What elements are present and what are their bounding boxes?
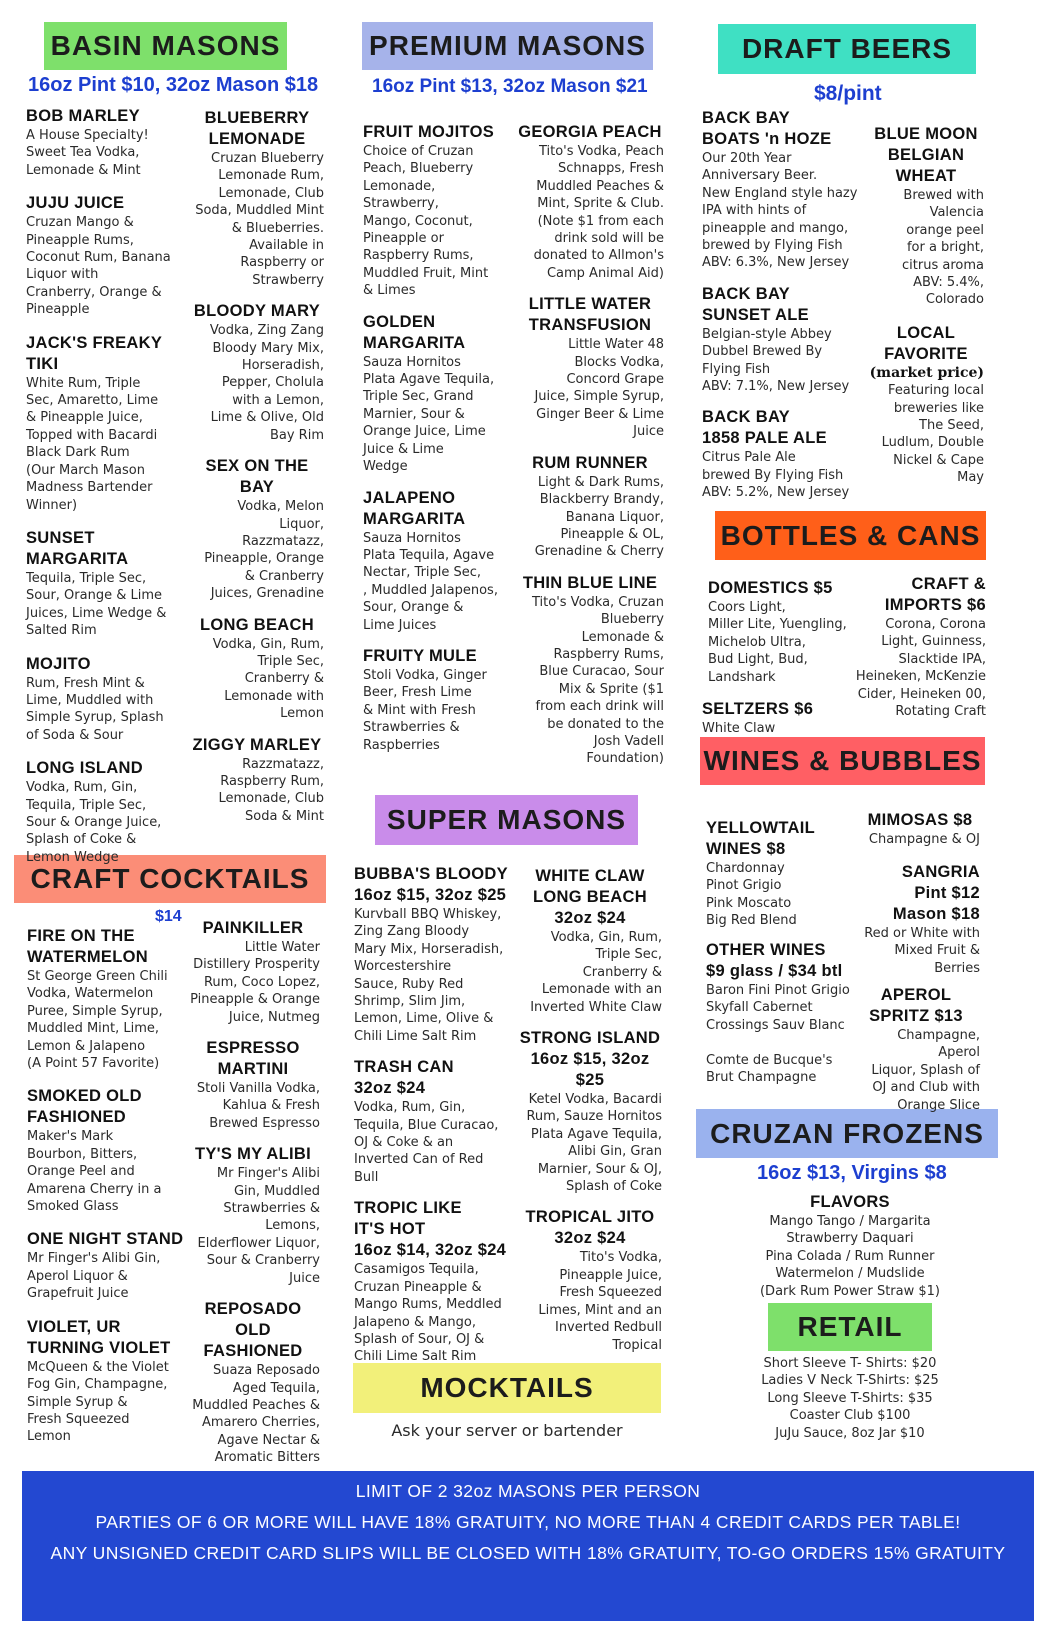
flavors-label: FLAVORS [810,1193,890,1211]
item-desc: Suaza Reposado Aged Tequila, Muddled Peaches & Amarero Cherries, Agave Nectar & Aromatic Bitters [192,1363,320,1466]
cruzan-frozens-header: CRUZAN FROZENS [696,1109,998,1158]
menu-item [27,1229,207,1302]
item-name: SUNSET MARGARITA [26,528,129,568]
item-desc: Vodka, Melon Liquor, Razzmatazz, Pineapple, Orange & Cranberry Juices, Grenadine [204,499,324,602]
menu-item [190,108,324,289]
item-desc: Belgian-style Abbey Dubbel Brewed By Flying Fish ABV: 7.1%, New Jersey [702,326,850,395]
basin-right-column [190,108,324,825]
wines-sangria [856,862,980,977]
item-desc: Little Water 48 Blocks Vodka, Concord Grape Juice, Simple Syrup, Ginger Beer & Lime Juice [534,337,664,440]
draft-beers-header: DRAFT BEERS [718,24,976,74]
menu-item [186,1038,320,1132]
menu-item [354,864,514,1045]
menu-item [518,866,662,1016]
item-desc: Champagne, Aperol Liquor, Splash of OJ and Club with Orange Slice [871,1028,980,1113]
item-desc: Vodka, Rum, Gin, Tequila, Blue Curacao, OJ & Coke & an Inverted Can of Red Bull [354,1100,499,1185]
item-desc: Kurvball BBQ Whiskey, Zing Zang Bloody Mary Mix, Horseradish, Worcestershire Sauce, Ruby Red Shrimp, Slim Jim, Lemon, Lime, Olive & Chili Lime Salt Rim [354,907,504,1044]
item-desc: Sauza Hornitos Plata Agave Tequila, Triple Sec, Grand Marnier, Sour & Orange Juice, Lime Juice & Lime Wedge [363,354,495,475]
item-desc: Maker's Mark Bourbon, Bitters, Orange Peel and Amarena Cherry in a Smoked Glass [27,1129,162,1215]
super-left-column [354,864,514,1366]
menu-item [363,488,523,634]
draft-right-column [868,124,984,487]
item-desc: Champagne & OJ [868,832,980,847]
item-name: FRUITY MULE [363,646,477,665]
super-right-column [518,866,662,1354]
item-name: GOLDEN MARGARITA [363,312,466,352]
item-name: MOJITO [26,654,91,673]
cruzan-frozens-price: 16oz $13, Virgins $8 [757,1162,947,1184]
menu-item [190,735,324,826]
item-name: BACK BAY SUNSET ALE [702,284,809,324]
item-desc: Stoli Vodka, Ginger Beer, Fresh Lime & Mint with Fresh Strawberries & Raspberries [363,667,487,753]
item-name: ONE NIGHT STAND [27,1230,184,1249]
item-name: LONG ISLAND [26,759,143,778]
retail-header: RETAIL [768,1303,932,1351]
item-name: BLUEBERRY LEMONADE [204,109,310,148]
item-name: LONG BEACH [200,615,314,634]
bottles-cans-header: BOTTLES & CANS [715,511,986,560]
menu-item [27,1317,207,1446]
footer-line-unsigned: ANY UNSIGNED CREDIT CARD SLIPS WILL BE CLOSED WITH 18% GRATUITY, TO-GO ORDERS 15% GRATUITY [50,1543,1006,1563]
item-desc: Rum, Fresh Mint & Lime, Muddled with Simple Syrup, Splash of Soda & Sour [26,675,164,743]
menu-item [702,407,882,501]
menu-item [363,122,523,300]
craft-left-column [27,926,207,1446]
item-desc: White Claw [702,721,776,736]
item-desc: Little Water Distillery Prosperity Rum, Coco Lopez, Pineapple & Orange Juice, Nutmeg [190,940,320,1025]
menu-item [26,333,206,514]
menu-item [516,122,664,282]
menu-item [26,654,206,745]
mocktails-note: Ask your server or bartender [391,1421,623,1440]
wines-mimosas [860,810,980,848]
item-name: JACK'S FREAKY TIKI [26,333,163,373]
item-name: VIOLET, UR TURNING VIOLET [27,1317,171,1357]
item-name: BLUE MOON BELGIAN WHEAT [874,125,978,185]
item-desc: White Rum, Triple Sec, Amaretto, Lime & Pineapple Juice, Topped with Bacardi Black Dark Rum (Our March Mason Madness Bartender Winner) [26,375,159,513]
item-name: BUBBA'S BLOODY 16oz $15, 32oz $25 [354,865,508,904]
item-name: FIRE ON THE WATERMELON [27,927,148,966]
menu-item [354,1198,514,1365]
menu-item [186,918,320,1026]
item-name: REPOSADO OLD FASHIONED [203,1300,303,1361]
item-name: TY'S MY ALIBI [195,1145,311,1164]
item-desc: Tito's Vodka, Pineapple Juice, Fresh Squeezed Limes, Mint and an Inverted Redbull Tropical [538,1250,662,1353]
menu-item [26,528,206,640]
item-name: BACK BAY 1858 PALE ALE [702,408,827,448]
item-name: SMOKED OLD FASHIONED [27,1087,142,1127]
item-desc: Vodka, Gin, Rum, Triple Sec, Cranberry & Lemonade with an Inverted White Claw [530,930,662,1015]
item-desc: Vodka, Rum, Gin, Tequila, Triple Sec, Sour & Orange Juice, Splash of Coke & Lemon Wedge [26,780,162,865]
menu-item [354,1057,514,1186]
item-name: YELLOWTAIL WINES $8 [706,819,816,858]
menu-item [702,284,882,396]
menu-item [702,108,882,272]
bottles-craft-imports [852,574,986,720]
bottles-domestics [708,578,868,686]
wines-aperol [852,985,980,1114]
item-desc: Our 20th Year Anniversary Beer. New England style hazy IPA with hints of pineapple and mango, brewed by Flying Fish ABV: 6.3%, New Jersey [702,151,858,271]
item-desc: Featuring local breweries like The Seed, Ludlum, Double Nickel & Cape May [881,383,984,486]
menu-item [27,1086,207,1215]
menu-item [190,615,324,723]
menu-item [190,456,324,602]
item-desc: Sauza Hornitos Plata Tequila, Agave Nectar, Triple Sec, , Muddled Jalapenos, Sour, Orange & Lime Juices [363,530,498,633]
draft-left-column [702,108,882,502]
menu-item [516,453,664,561]
footer-line-limit: LIMIT OF 2 32oz MASONS PER PERSON [355,1481,701,1501]
item-name: BLOODY MARY [193,302,321,321]
item-name: PAINKILLER [202,919,304,937]
item-name: TROPIC LIKE IT'S HOT 16oz $14, 32oz $24 [354,1199,507,1260]
item-desc: Coors Light, Miller Lite, Yuengling, Michelob Ultra, Bud Light, Bud, Landshark [708,600,847,685]
item-name: JALAPENO MARGARITA [363,488,466,528]
menu-item [27,926,207,1072]
retail-items: Short Sleeve T- Shirts: $20 Ladies V Neck T-Shirts: $25 Long Sleeve T-Shirts: $35 Coaster Club $100 JuJu Sauce, 8oz Jar $10 [761,1356,939,1441]
footer-banner [22,1471,1034,1621]
wines-bubbles-header: WINES & BUBBLES [700,737,985,785]
wines-other [706,940,876,1086]
market-price-label: (market price) [869,364,984,381]
item-name: CRAFT & IMPORTS $6 [884,575,986,614]
menu-item [186,1144,320,1287]
item-name: BACK BAY BOATS 'n HOZE [702,109,832,148]
wines-yellowtail [706,818,866,930]
item-name: OTHER WINES $9 glass / $34 btl [706,941,843,980]
basin-left-column [26,106,206,866]
premium-right-column [516,122,664,768]
item-desc: Light & Dark Rums, Blackberry Brandy, Banana Liquor, Pineapple & OL, Grenadine & Cherry [534,474,664,560]
menu-item [186,1299,320,1466]
item-desc: Cruzan Blueberry Lemonade Rum, Lemonade, Club Soda, Muddled Mint & Blueberries. Available in Raspberry or Strawberry [195,151,324,288]
item-name: SANGRIA Pint $12 Mason $18 [892,863,980,923]
item-desc: Red or White with Mixed Fruit & Berries [864,926,980,976]
item-desc: Cruzan Mango & Pineapple Rums, Coconut Rum, Banana Liquor with Cranberry, Orange & Pineapple [26,215,171,318]
item-desc: McQueen & the Violet Fog Gin, Champagne, Simple Syrup & Fresh Squeezed Lemon [27,1359,169,1445]
item-name: ZIGGY MARLEY [192,735,322,754]
item-name: LOCAL FAVORITE [884,323,968,363]
premium-masons-price: 16oz Pint $13, 32oz Mason $21 [372,76,648,97]
menu-item [26,758,206,866]
menu-item [516,294,664,440]
flavors-list: Mango Tango / Margarita Strawberry Daquari Pina Colada / Rum Runner Watermelon / Mudslide (Dark Rum Power Straw $1) [759,1214,940,1299]
item-desc: Tito's Vodka, Peach Schnapps, Fresh Muddled Peaches & Mint, Sprite & Club. (Note $1 from each drink sold will be donated to Allmon's Camp Animal Aid) [533,144,664,281]
item-desc: Baron Fini Pinot Grigio Skyfall Cabernet Crossings Sauv Blanc Comte de Bucque's Brut Champagne [706,983,850,1086]
item-name: STRONG ISLAND 16oz $15, 32oz $25 [519,1029,661,1090]
item-desc: Mr Finger's Alibi Gin, Aperol Liquor & Grapefruit Juice [27,1251,161,1302]
menu-item [26,193,206,318]
item-name: RUM RUNNER [532,453,648,472]
basin-masons-price: 16oz Pint $10, 32oz Mason $18 [28,74,319,96]
item-name: THIN BLUE LINE [522,573,658,592]
item-desc: St George Green Chili Vodka, Watermelon Puree, Simple Syrup, Muddled Mint, Lime, Lemon & Jalapeno (A Point 57 Favorite) [27,969,168,1072]
item-name: SELTZERS $6 [702,700,814,718]
item-name: GEORGIA PEACH [518,123,662,141]
item-desc: Stoli Vanilla Vodka, Kahlua & Fresh Brewed Espresso [196,1081,320,1131]
menu-item [868,124,984,309]
basin-masons-header: BASIN MASONS [44,22,287,70]
item-name: APEROL SPRITZ $13 [869,986,963,1025]
item-name: LITTLE WATER TRANSFUSION [528,295,652,335]
item-name: TRASH CAN 32oz $24 [354,1058,454,1098]
menu-item [363,312,523,476]
item-desc: Tito's Vodka, Cruzan Blueberry Lemonade & Raspberry Rums, Blue Curacao, Sour Mix & Sprite ($1 from each drink will be donated to the Josh Vadell Foundation) [532,594,664,767]
item-desc: Tequila, Triple Sec, Sour, Orange & Lime Juices, Lime Wedge & Salted Rim [26,570,167,639]
item-name: ESPRESSO MARTINI [206,1039,300,1079]
menu-item [363,646,523,754]
menu-item [518,1207,662,1353]
menu-item [26,106,206,179]
premium-left-column [363,122,523,754]
item-name: SEX ON THE BAY [205,457,309,497]
item-desc: Brewed with Valencia orange peel for a bright, citrus aroma ABV: 5.4%, Colorado [902,188,984,308]
draft-beers-price: $8/pint [814,82,882,105]
frozens-flavors [730,1192,970,1300]
item-desc: A House Specialty! Sweet Tea Vodka, Lemonade & Mint [26,128,149,178]
item-name: WHITE CLAW LONG BEACH 32oz $24 [533,867,647,927]
item-desc: Citrus Pale Ale brewed By Flying Fish ABV: 5.2%, New Jersey [702,450,850,501]
super-masons-header: SUPER MASONS [375,795,638,845]
item-desc: Chardonnay Pinot Grigio Pink Moscato Big Red Blend [706,861,797,929]
item-desc: Vodka, Gin, Rum, Triple Sec, Cranberry & Lemonade with Lemon [212,636,324,722]
premium-masons-header: PREMIUM MASONS [362,22,653,70]
menu-item [516,573,664,768]
bottles-seltzers [702,699,862,737]
item-desc: Razzmatazz, Raspberry Rum, Lemonade, Club Soda & Mint [218,756,324,824]
craft-cocktails-header: CRAFT COCKTAILS [14,855,326,903]
item-desc: Ketel Vodka, Bacardi Rum, Sauze Hornitos Plata Agave Tequila, Alibi Gin, Gran Marnier, Sour & OJ, Splash of Coke [526,1092,662,1195]
item-desc: Corona, Corona Light, Guinness, Slacktide IPA, Heineken, McKenzie Cider, Heineken 00, Rotating Craft [855,617,986,720]
menu-item [518,1028,662,1195]
item-name: DOMESTICS $5 [708,579,833,597]
item-name: BOB MARLEY [26,107,140,125]
item-name: JUJU JUICE [26,194,125,213]
item-desc: Vodka, Zing Zang Bloody Mary Mix, Horseradish, Pepper, Cholula with a Lemon, Lime & Olive, Old Bay Rim [209,323,324,443]
item-name: FRUIT MOJITOS [363,123,495,141]
item-name: TROPICAL JITO 32oz $24 [525,1208,655,1248]
footer-line-gratuity: PARTIES OF 6 OR MORE WILL HAVE 18% GRATUITY, NO MORE THAN 4 CREDIT CARDS PER TABLE! [95,1512,961,1532]
item-name: MIMOSAS $8 [867,811,973,829]
item-desc: Mr Finger's Alibi Gin, Muddled Strawberries & Lemons, Elderflower Liquor, Sour & Cranberry Juice [197,1166,320,1286]
item-desc: Choice of Cruzan Peach, Blueberry Lemonade, Strawberry, Mango, Coconut, Pineapple or Raspberry Rums, Muddled Fruit, Mint & Limes [363,144,489,299]
craft-right-column [186,918,320,1467]
menu-item [190,301,324,444]
mocktails-header: MOCKTAILS [353,1363,661,1413]
menu-item [868,323,984,487]
item-desc: Casamigos Tequila, Cruzan Pineapple & Mango Rums, Meddled Jalapeno & Mango, Splash of Sour, OJ & Chili Lime Salt Rim [354,1262,502,1365]
craft-cocktails-price: $14 [155,908,182,925]
